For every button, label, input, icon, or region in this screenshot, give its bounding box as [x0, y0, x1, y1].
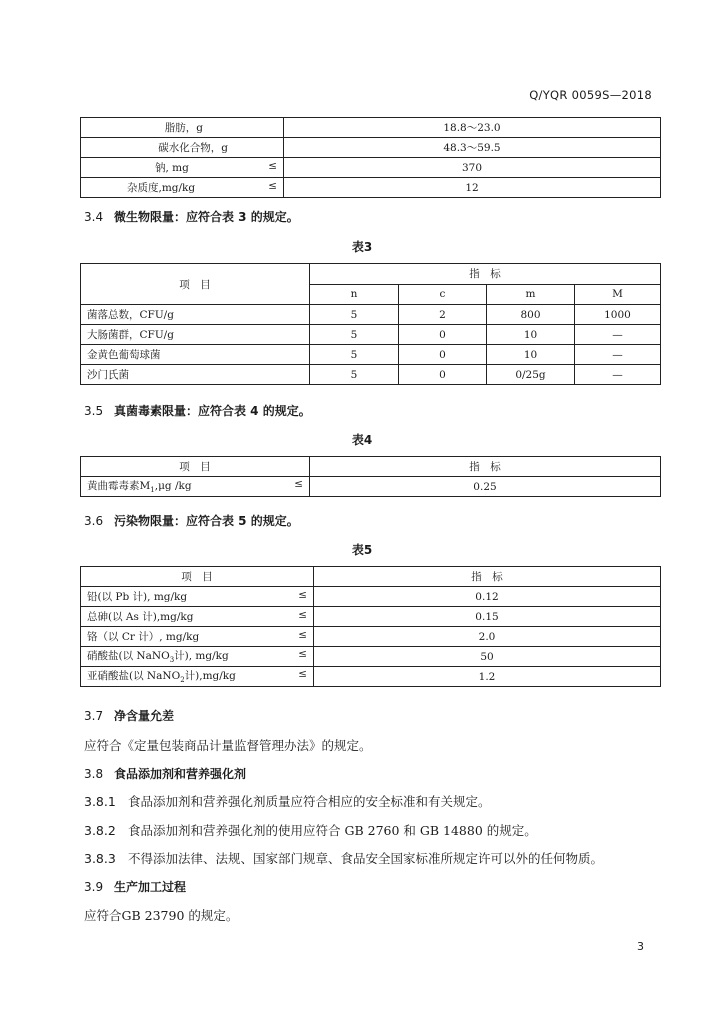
table-header-row — [81, 264, 661, 285]
item-cell: 钠, mg — [155, 162, 189, 174]
table-row — [81, 138, 661, 158]
c-cell: 0 — [399, 345, 487, 365]
limit-sign: ≤ — [294, 478, 303, 491]
c-cell: 2 — [399, 305, 487, 325]
value-cell: 370 — [284, 158, 661, 178]
n-cell: 5 — [310, 305, 399, 325]
item-cell: 大肠菌群，CFU/g — [81, 325, 310, 345]
header-index: 指 标 — [310, 457, 661, 477]
item-cell: 铬（以 Cr 计）, mg/kg — [87, 631, 200, 643]
n-cell: 5 — [310, 365, 399, 385]
table-3 — [80, 263, 661, 385]
limit-sign: ≤ — [298, 668, 307, 681]
section-3-8-2: 3.8.2 食品添加剂和营养强化剂的使用应符合 GB 2760 和 GB 14880 的规定。 — [84, 823, 537, 838]
section-3-7-body: 应符合《定量包装商品计量监督管理办法》的规定。 — [84, 738, 372, 753]
header-M: M — [575, 284, 661, 305]
m-cell: 0/25g — [487, 365, 575, 385]
m-cell: 800 — [487, 305, 575, 325]
table-row — [81, 325, 661, 345]
M-cell: — — [575, 325, 661, 345]
standard-code: Q/YQR 0059S—2018 — [529, 88, 652, 102]
header-c: c — [399, 284, 487, 305]
table-row — [81, 158, 661, 178]
value-cell: 0.12 — [314, 587, 661, 607]
m-cell: 10 — [487, 325, 575, 345]
page-number: 3 — [637, 940, 644, 953]
table-row — [81, 118, 661, 138]
c-cell: 0 — [399, 365, 487, 385]
M-cell: — — [575, 345, 661, 365]
M-cell: 1000 — [575, 305, 661, 325]
item-cell: 碳水化合物，g — [158, 142, 228, 154]
table-row — [81, 587, 661, 607]
table-row — [81, 477, 661, 497]
table-5 — [80, 566, 661, 687]
limit-sign: ≤ — [268, 180, 277, 192]
section-3-8: 3.8 食品添加剂和营养强化剂 — [84, 767, 247, 781]
table-4 — [80, 456, 661, 497]
item-cell: 菌落总数，CFU/g — [81, 305, 310, 325]
limit-sign: ≤ — [298, 589, 307, 601]
table-header-row — [81, 567, 661, 587]
section-3-7: 3.7 净含量允差 — [84, 709, 175, 723]
limit-sign: ≤ — [268, 160, 277, 172]
item-cell: 沙门氏菌 — [81, 365, 310, 385]
section-3-9-body: 应符合GB 23790 的规定。 — [84, 908, 239, 923]
value-cell: 1.2 — [314, 667, 661, 687]
limit-sign: ≤ — [298, 648, 307, 661]
item-cell: 杂质度,mg/kg — [127, 182, 196, 194]
section-3-8-1: 3.8.1 食品添加剂和营养强化剂质量应符合相应的安全标准和有关规定。 — [84, 794, 491, 809]
header-m: m — [487, 284, 575, 305]
table-row — [81, 627, 661, 647]
value-cell: 18.8～23.0 — [284, 118, 661, 138]
section-3-9: 3.9 生产加工过程 — [84, 880, 187, 894]
section-3-8-3: 3.8.3 不得添加法律、法规、国家部门规章、食品安全国家标准所规定许可以外的任何物质。 — [84, 851, 604, 866]
table-row — [81, 345, 661, 365]
table-row — [81, 178, 661, 198]
m-cell: 10 — [487, 345, 575, 365]
table-row — [81, 305, 661, 325]
item-cell: 亚硝酸盐(以 NaNO$_2$计),mg/kg ≤ — [81, 667, 314, 687]
value-cell: 0.25 — [310, 477, 661, 497]
header-item: 项 目 — [81, 264, 310, 305]
c-cell: 0 — [399, 325, 487, 345]
value-cell: 50 — [314, 647, 661, 667]
n-cell: 5 — [310, 325, 399, 345]
section-3-4: 3.4 微生物限量：应符合表 3 的规定。 — [84, 210, 299, 224]
item-cell: 脂肪，g — [164, 122, 203, 134]
table-2-continued — [80, 117, 661, 198]
M-cell: — — [575, 365, 661, 385]
item-cell: 铅(以 Pb 计), mg/kg — [87, 591, 188, 603]
header-item: 项 目 — [81, 567, 314, 587]
table-5-caption: 表5 — [351, 543, 373, 557]
value-cell: 0.15 — [314, 607, 661, 627]
item-cell: 黄曲霉毒素$M_1,\mu g$ /kg ≤ — [81, 477, 310, 497]
table-header-row — [81, 457, 661, 477]
item-cell: 硝酸盐(以 NaNO$_3$计), mg/kg ≤ — [81, 647, 314, 667]
n-cell: 5 — [310, 345, 399, 365]
item-cell: 金黄色葡萄球菌 — [81, 345, 310, 365]
table-row — [81, 667, 661, 687]
header-index: 指 标 — [314, 567, 661, 587]
value-cell: 48.3～59.5 — [284, 138, 661, 158]
header-item: 项 目 — [81, 457, 310, 477]
table-row — [81, 607, 661, 627]
section-3-5: 3.5 真菌毒素限量：应符合表 4 的规定。 — [84, 404, 311, 418]
header-n: n — [310, 284, 399, 305]
limit-sign: ≤ — [298, 609, 307, 621]
table-3-caption: 表3 — [351, 240, 373, 254]
table-4-caption: 表4 — [351, 433, 373, 447]
header-index: 指 标 — [310, 264, 661, 285]
table-row — [81, 365, 661, 385]
item-cell: 总砷(以 As 计),mg/kg — [87, 611, 194, 623]
value-cell: 12 — [284, 178, 661, 198]
table-row — [81, 647, 661, 667]
limit-sign: ≤ — [298, 629, 307, 641]
section-3-6: 3.6 污染物限量：应符合表 5 的规定。 — [84, 514, 299, 528]
value-cell: 2.0 — [314, 627, 661, 647]
